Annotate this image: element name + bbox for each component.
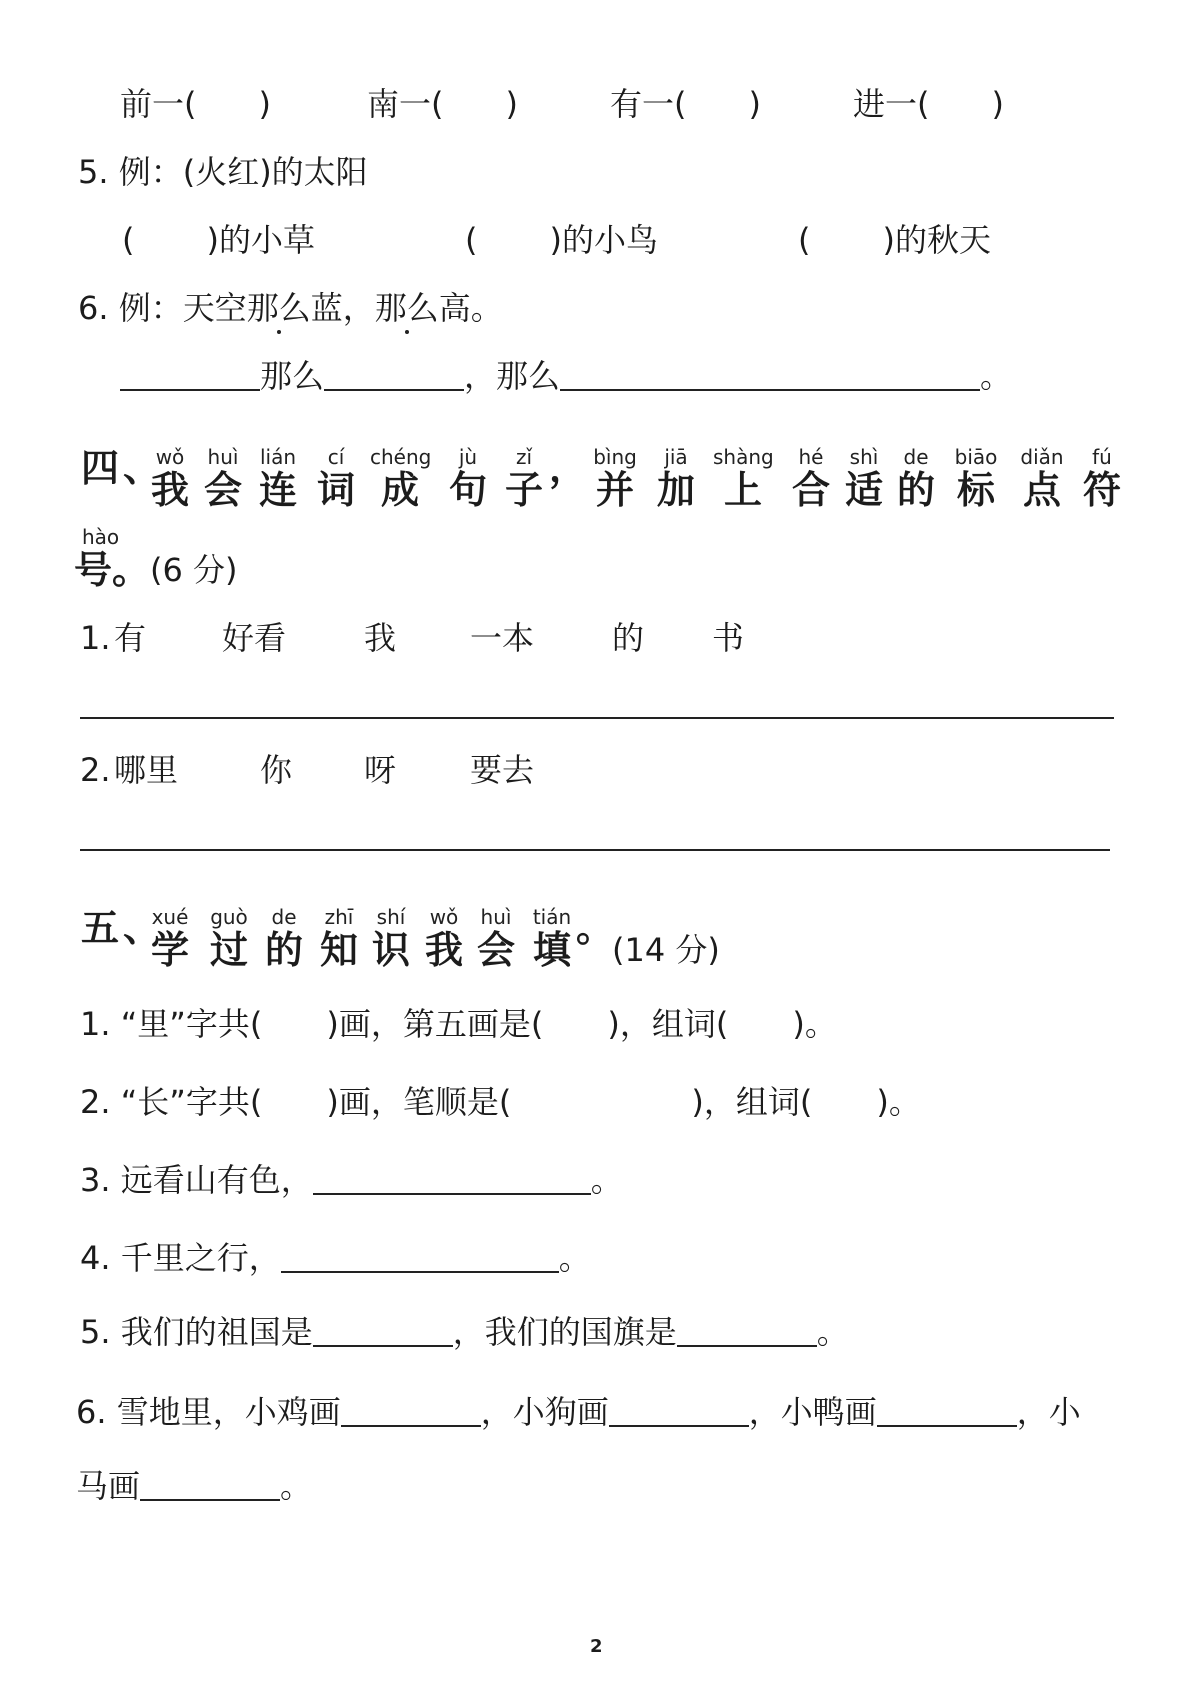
item-close: ) xyxy=(748,85,761,123)
word-chip: 的 xyxy=(612,619,645,657)
word-chip: 你 xyxy=(260,751,293,789)
item-close: ) xyxy=(991,85,1004,123)
item-label: 南一( xyxy=(367,85,444,123)
top-item-4 xyxy=(853,84,1004,124)
heading-char: diǎn 点 xyxy=(1020,445,1064,512)
answer-blank[interactable] xyxy=(313,1163,591,1195)
heading-char: zhī 知 xyxy=(319,905,358,972)
answer-line[interactable] xyxy=(80,717,1114,719)
heading-char: ， xyxy=(548,446,587,490)
s5-q3: 3. 远看山有色， 。 xyxy=(80,1161,623,1199)
heading-char: de 的 xyxy=(264,905,303,972)
heading-char: wǒ 我 xyxy=(424,905,463,972)
s4-q2: 2. xyxy=(80,751,111,789)
q6-example: 6. 例：天空那么蓝，那么高。 xyxy=(78,289,503,327)
answer-blank[interactable] xyxy=(281,1241,559,1273)
word-chip: 呀 xyxy=(364,751,397,789)
heading-char: xué 学 xyxy=(150,905,189,972)
s4-q1: 1. xyxy=(80,619,111,657)
answer-blank[interactable] xyxy=(120,359,260,391)
word-chip: 一本 xyxy=(470,619,535,657)
word-chip: 好看 xyxy=(222,619,287,657)
top-item-3 xyxy=(610,84,761,124)
heading-char: huì 会 xyxy=(476,905,515,972)
heading-char: huì 会 xyxy=(203,445,242,512)
word-chip: 书 xyxy=(712,619,745,657)
section4-score: (6 分) xyxy=(150,551,238,589)
s5-q1: 1. “里”字共( )画，第五画是( )，组词( )。 xyxy=(80,1005,837,1043)
q5-item-2: ( )的小鸟 xyxy=(465,221,658,259)
s5-q6: 6. 雪地里，小鸡画 ，小狗画 ，小鸭画 ，小 xyxy=(76,1393,1081,1431)
answer-blank[interactable] xyxy=(677,1315,817,1347)
heading-char: biāo 标 xyxy=(954,445,998,512)
heading-char: shí 识 xyxy=(371,905,410,972)
item-label: 前一( xyxy=(120,85,197,123)
heading-char: jù 句 xyxy=(448,445,487,512)
heading-char: fú 符 xyxy=(1082,445,1121,512)
answer-blank[interactable] xyxy=(313,1315,453,1347)
word-chip: 有 xyxy=(114,619,147,657)
heading-char: chéng 成 xyxy=(370,445,432,512)
emphasis-dotted: 那么 xyxy=(246,289,311,327)
heading-char: jiā 加 xyxy=(656,445,695,512)
heading-char: bìng 并 xyxy=(593,445,637,512)
top-item-1 xyxy=(120,84,271,124)
heading-char: 。 xyxy=(575,906,614,950)
q5-example: 5. 例：(火红)的太阳 xyxy=(78,153,368,191)
q6-fill-line: 那么 ，那么 。 xyxy=(120,356,1012,396)
heading-char: wǒ 我 xyxy=(150,445,189,512)
heading-char: shì 适 xyxy=(844,445,883,512)
answer-blank[interactable] xyxy=(341,1395,481,1427)
answer-line[interactable] xyxy=(80,849,1110,851)
item-close: ) xyxy=(258,85,271,123)
word-chip: 哪里 xyxy=(114,751,179,789)
emphasis-dotted: 那么 xyxy=(374,289,439,327)
heading-char: 、 xyxy=(122,446,161,490)
heading-char: lián 连 xyxy=(258,445,297,512)
answer-blank[interactable] xyxy=(324,359,464,391)
s5-q6-continued: 马画 。 xyxy=(76,1467,313,1505)
word-chip: 我 xyxy=(364,619,397,657)
heading-char: cí 词 xyxy=(316,445,355,512)
heading-char: hào 号。 xyxy=(74,525,151,592)
item-close: ) xyxy=(505,85,518,123)
heading-char: zǐ 子 xyxy=(504,445,543,512)
item-label: 进一( xyxy=(853,85,930,123)
heading-char: 、 xyxy=(122,906,161,950)
heading-char: guò 过 xyxy=(209,905,248,972)
answer-blank[interactable] xyxy=(877,1395,1017,1427)
heading-char: shàng 上 xyxy=(713,445,774,512)
top-item-2 xyxy=(367,84,518,124)
heading-char: de 的 xyxy=(896,445,935,512)
answer-blank[interactable] xyxy=(609,1395,749,1427)
answer-blank[interactable] xyxy=(560,359,980,391)
s5-q2: 2. “长”字共( )画，笔顺是( )，组词( )。 xyxy=(80,1083,921,1121)
heading-char: 四 xyxy=(80,446,119,490)
q5-item-1: ( )的小草 xyxy=(122,221,315,259)
s5-q5: 5. 我们的祖国是 ，我们的国旗是 。 xyxy=(80,1313,849,1351)
section5-score: (14 分) xyxy=(612,931,720,969)
q5-item-3: ( )的秋天 xyxy=(798,221,991,259)
page-number: 2 xyxy=(590,1636,603,1657)
item-label: 有一( xyxy=(610,85,687,123)
s5-q4: 4. 千里之行， 。 xyxy=(80,1239,591,1277)
heading-char: tián 填 xyxy=(532,905,572,972)
s4-q1-words xyxy=(114,618,146,658)
answer-blank[interactable] xyxy=(140,1469,280,1501)
heading-char: hé 合 xyxy=(791,445,830,512)
heading-char: 五 xyxy=(80,906,119,950)
word-chip: 要去 xyxy=(470,751,535,789)
